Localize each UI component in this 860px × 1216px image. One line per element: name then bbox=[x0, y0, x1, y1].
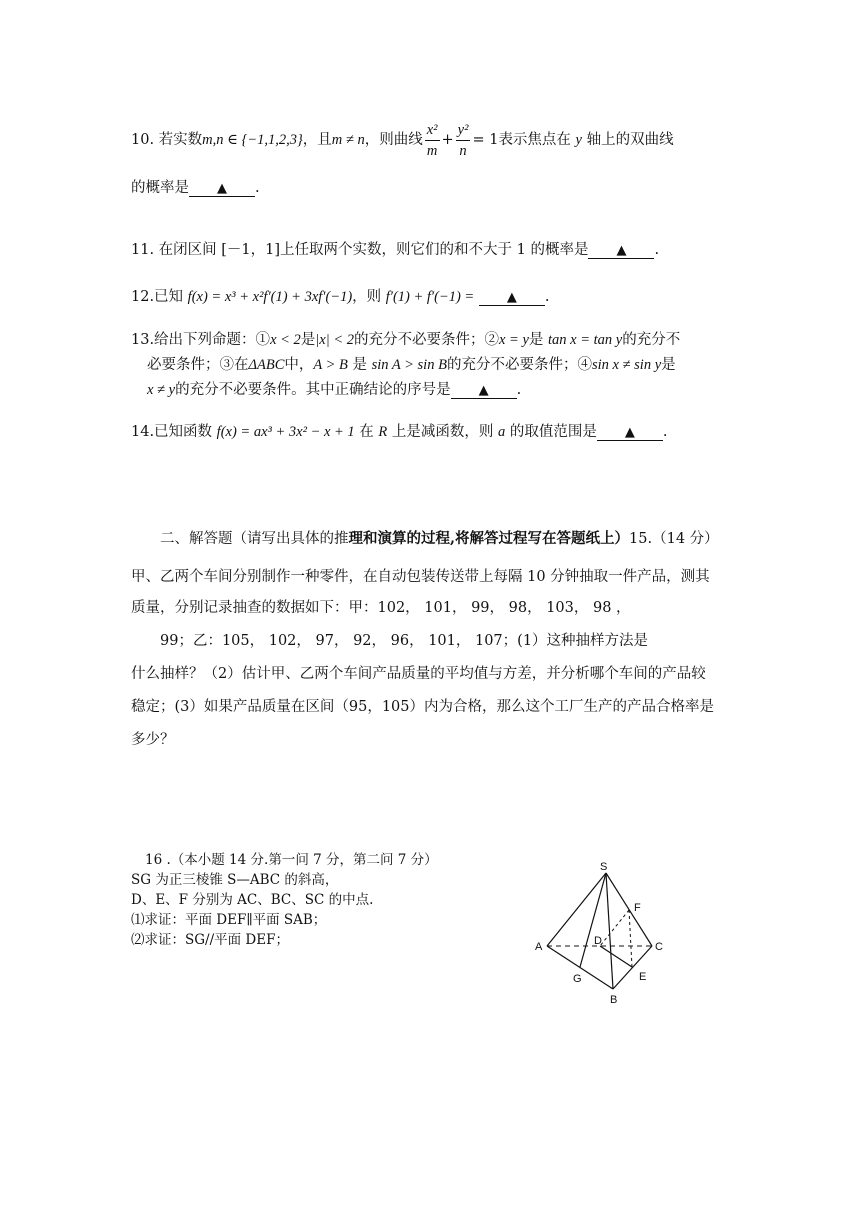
fraction-numerator: y² bbox=[456, 120, 471, 141]
label-E: E bbox=[639, 971, 647, 983]
q14-text: 的取值范围是 bbox=[509, 424, 597, 440]
q13-text: 是 bbox=[300, 332, 316, 348]
q10-number: 10. bbox=[131, 132, 155, 148]
label-F: F bbox=[634, 902, 641, 914]
question-11 bbox=[131, 238, 659, 259]
period: . bbox=[255, 180, 260, 196]
triangle-marker: ▲ bbox=[478, 383, 489, 398]
q16-line: SG 为正三棱锥 S—ABC 的斜高， bbox=[131, 872, 339, 888]
label-D: D bbox=[594, 935, 602, 947]
q13-math: ΔABC bbox=[248, 357, 285, 373]
q14-a: a bbox=[497, 424, 506, 440]
q11-text: 11. 在闭区间 [－1，1]上任取两个实数，则它们的和不大于 1 的概率是 bbox=[131, 242, 589, 258]
question-13-line1 bbox=[131, 328, 680, 349]
answer-blank bbox=[597, 425, 663, 441]
q13-math: sin A > sin B bbox=[371, 357, 447, 373]
q15-number: 15.（14 分） bbox=[629, 531, 719, 547]
q13-text: 的充分不必要条件；④ bbox=[446, 357, 592, 373]
q16-line: ⑵求证：SG//平面 DEF； bbox=[131, 932, 289, 948]
q10-text-2: ，且 bbox=[302, 132, 332, 148]
q13-text: 是 bbox=[528, 332, 544, 348]
q13-text: 的充分不必要条件；② bbox=[354, 332, 499, 348]
question-10-line1 bbox=[131, 118, 674, 162]
q10-set: m,n ∈ {−1,1,2,3} bbox=[202, 132, 303, 148]
q10-text: 若实数 bbox=[154, 132, 203, 148]
question-16 bbox=[131, 850, 491, 950]
q10-text-4: 表示焦点在 bbox=[498, 132, 571, 148]
plus-sign: + bbox=[441, 132, 454, 148]
q13-text: 是 bbox=[352, 357, 368, 373]
q16-line: ⑴求证：平面 DEF∥平面 SAB； bbox=[131, 912, 327, 928]
triangle-marker: ▲ bbox=[217, 181, 227, 196]
q15-line: 99；乙：105， 102， 97， 92， 96， 101， 107；(1）这种抽样方法是 bbox=[160, 633, 649, 649]
answer-blank bbox=[451, 383, 517, 399]
q14-text: 在 bbox=[359, 424, 374, 440]
question-13-line3 bbox=[147, 378, 521, 399]
q14-function: f(x) = ax³ + 3x² − x + 1 bbox=[216, 424, 355, 440]
q16-line: 16 .（本小题 14 分.第一问 7 分，第二问 7 分） bbox=[145, 852, 438, 868]
q15-line: 稳定；(3）如果产品质量在区间（95，105）内为合格，那么这个工厂生产的产品合格率是 bbox=[131, 699, 715, 715]
label-A: A bbox=[535, 941, 543, 953]
answer-blank bbox=[588, 243, 654, 259]
q13-text: 的充分不 bbox=[622, 332, 681, 348]
triangle-marker: ▲ bbox=[616, 243, 627, 258]
fraction-denominator: n bbox=[459, 142, 467, 159]
fraction-y2-over-n bbox=[456, 120, 471, 161]
q12-expression: f′(1) + f′(−1) = bbox=[385, 289, 475, 305]
equals-one: = 1 bbox=[472, 132, 499, 148]
triangle-marker: ▲ bbox=[624, 425, 635, 440]
period: . bbox=[516, 382, 522, 398]
section-heading bbox=[160, 527, 719, 548]
period: . bbox=[544, 289, 550, 305]
fraction-numerator: x² bbox=[425, 120, 440, 141]
fraction-denominator: m bbox=[426, 142, 438, 159]
label-B: B bbox=[610, 994, 618, 1006]
triangle-marker: ▲ bbox=[506, 290, 517, 305]
label-S: S bbox=[600, 861, 608, 873]
q10-text-3: ，则曲线 bbox=[364, 132, 423, 148]
q14-text: 上是减函数，则 bbox=[391, 424, 494, 440]
q10-y-variable: y bbox=[575, 132, 582, 148]
q13-math: A > B bbox=[313, 357, 348, 373]
q10-condition: m ≠ n bbox=[331, 132, 365, 148]
q13-math: x = y bbox=[499, 332, 529, 348]
q12-function: f(x) = x³ + x²f′(1) + 3xf′(−1) bbox=[187, 289, 353, 305]
label-C: C bbox=[655, 941, 663, 953]
answer-blank bbox=[479, 290, 545, 306]
q13-text: 是 bbox=[661, 357, 676, 373]
q13-math: x < 2 bbox=[270, 332, 301, 348]
q13-math: |x| < 2 bbox=[315, 332, 354, 348]
answer-blank bbox=[189, 181, 255, 197]
q15-line: 什么抽样？（2）估计甲、乙两个车间产品质量的平均值与方差，并分析哪个车间的产品较 bbox=[131, 666, 706, 682]
q10-text-5: 轴上的双曲线 bbox=[586, 132, 674, 148]
q16-line: D、E、F 分别为 AC、BC、SC 的中点. bbox=[131, 892, 374, 908]
q13-text: 13.给出下列命题：① bbox=[131, 332, 271, 348]
section-heading-text: 二、解答题（请写出具体的推 bbox=[160, 531, 349, 547]
pyramid-figure bbox=[530, 855, 680, 1015]
q15-line: 多少？ bbox=[131, 732, 175, 748]
q13-text: 中， bbox=[284, 357, 314, 373]
q14-text: 14.已知函数 bbox=[131, 424, 213, 440]
question-13-line2 bbox=[147, 353, 676, 374]
q14-R: R bbox=[378, 424, 388, 440]
q13-math: tan x = tan y bbox=[548, 332, 623, 348]
period: . bbox=[662, 424, 668, 440]
period: . bbox=[654, 242, 660, 258]
question-14 bbox=[131, 420, 667, 441]
section-heading-bold: 理和演算的过程,将解答过程写在答题纸上） bbox=[348, 530, 630, 547]
q15-line: 质量，分别记录抽查的数据如下：甲：102， 101， 99， 98， 103， 98 ， bbox=[131, 600, 631, 616]
fraction-x2-over-m bbox=[425, 120, 440, 161]
q13-math: x ≠ y bbox=[147, 382, 176, 398]
label-G: G bbox=[573, 973, 582, 985]
q12-text-2: ，则 bbox=[352, 289, 382, 305]
q10-text-6: 的概率是 bbox=[131, 180, 189, 196]
q13-text: 的充分不必要条件。其中正确结论的序号是 bbox=[175, 382, 451, 398]
q15-line: 甲、乙两个车间分别制作一种零件，在自动包装传送带上每隔 10 分钟抽取一件产品，测其 bbox=[131, 569, 710, 585]
q13-math: sin x ≠ sin y bbox=[591, 357, 662, 373]
question-12 bbox=[131, 285, 549, 306]
q12-text: 12.已知 bbox=[131, 289, 184, 305]
q13-text: 必要条件；③在 bbox=[147, 357, 249, 373]
question-10-line2 bbox=[131, 176, 260, 197]
